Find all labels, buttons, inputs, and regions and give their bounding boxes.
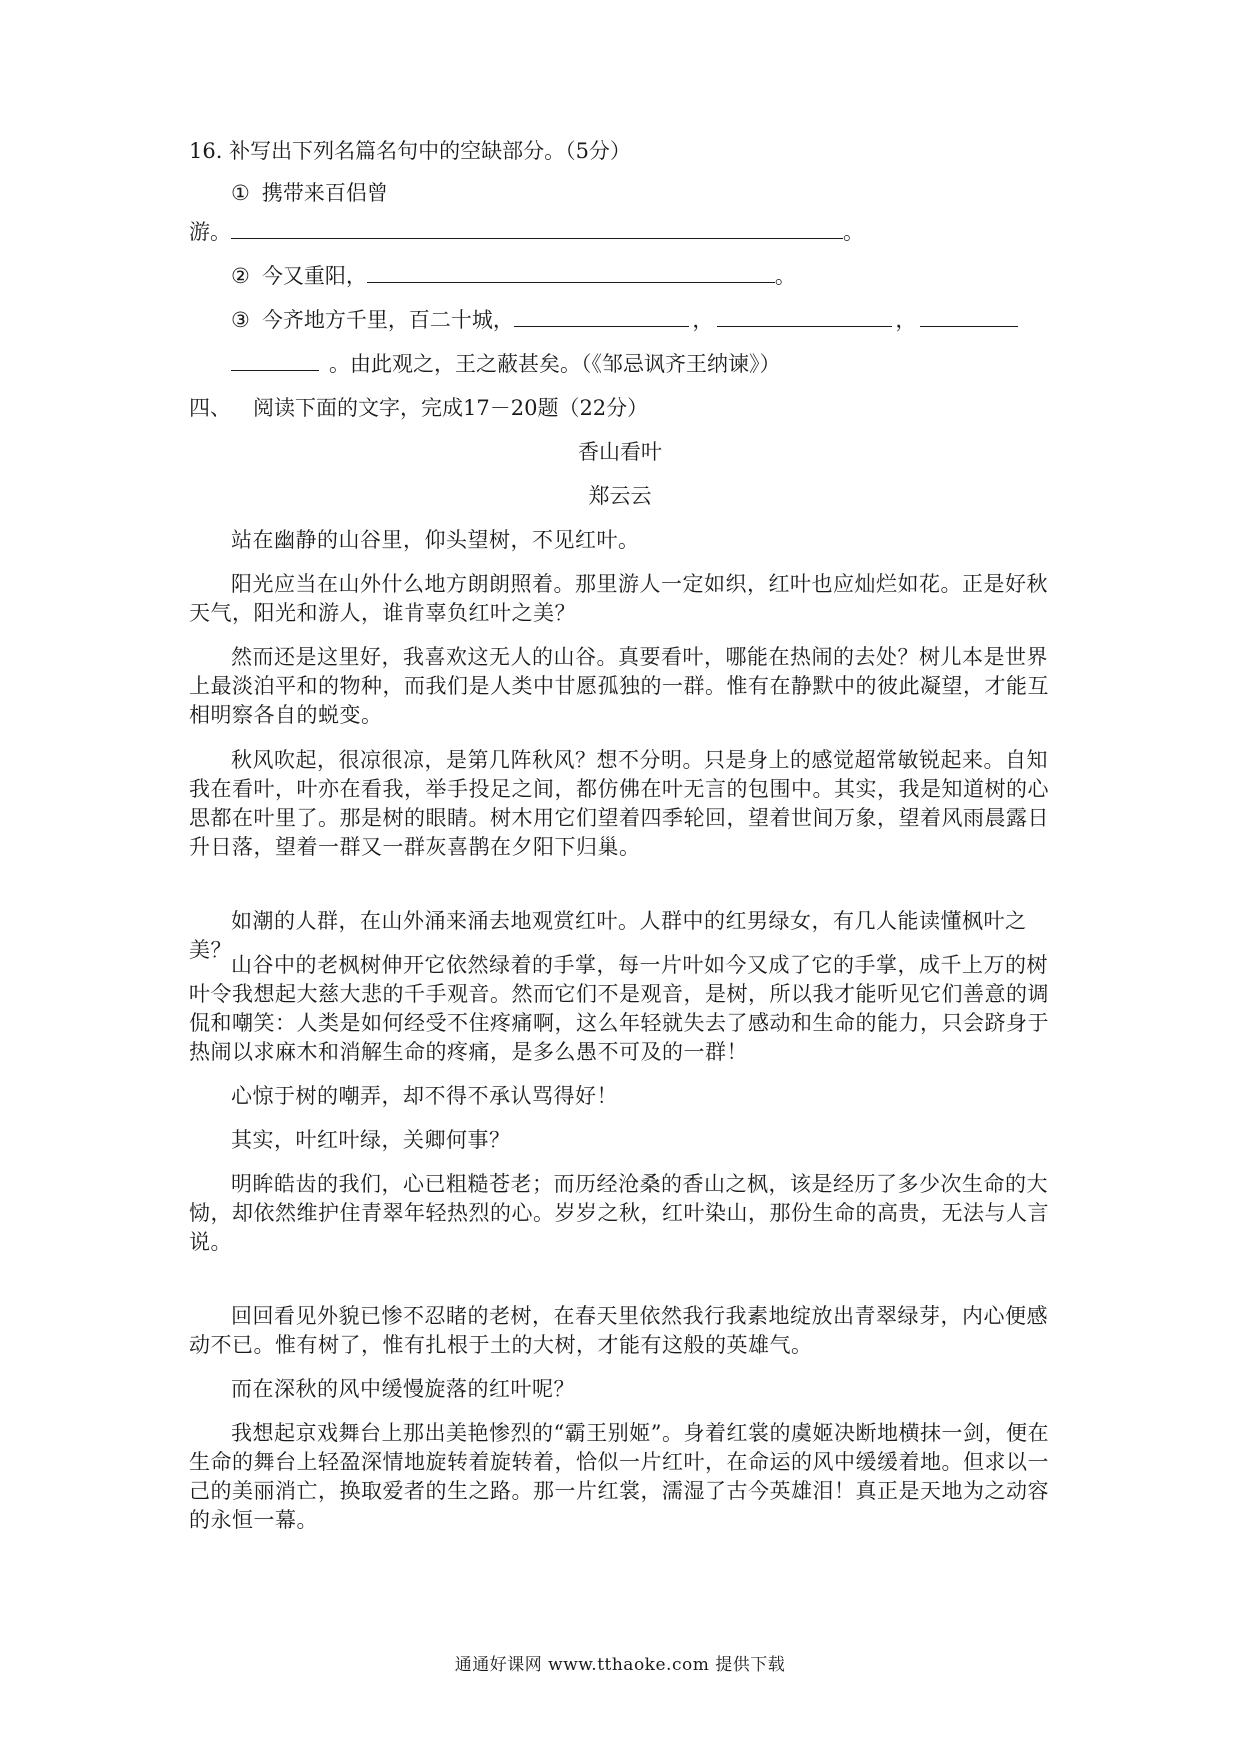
question-16-header: 16. 补写出下列名篇名句中的空缺部分。（5分） — [189, 139, 631, 163]
article-title: 香山看叶 — [578, 440, 662, 464]
item-3-text: 今齐地方千里，百二十城， — [261, 308, 514, 332]
item-3-comma-2: ， — [895, 308, 917, 332]
question-16-item-3 — [231, 306, 1018, 335]
article-paragraph: 山谷中的老枫树伸开它依然绿着的手掌，每一片叶如今又成了它的手掌，成千上万的树叶令我想起大慈大悲的千手观音。然而它们不是观音，是树，所以我才能听见它们善意的调侃和嘲笑：人类是如何经受不住疼痛啊，这么年轻就失去了感动和生命的能力，只会跻身于热闹以求麻木和消解生命的疼痛，是多么愚不可及的一群！ — [189, 953, 1049, 1064]
article-paragraph: 我想起京戏舞台上那出美艳惨烈的“霸王别姬”。身着红裳的虞姬决断地横抹一剑，便在生命的舞台上轻盈深情地旋转着旋转着，恰似一片红叶，在命运的风中缓缓着地。但求以一己的美丽消亡，换取爱者的生之路。那一片红裳，濡湿了古今英雄泪！真正是天地为之动容的永恒一幕。 — [189, 1421, 1049, 1532]
item-3-marker: ③ — [231, 308, 250, 332]
item-2-end: 。 — [774, 264, 796, 288]
article-paragraph: 回回看见外貌已惨不忍睹的老树，在春天里依然我行我素地绽放出青翠绿芽，内心便感动不已。惟有树了，惟有扎根于土的大树，才能有这般的英雄气。 — [189, 1304, 1048, 1357]
article-paragraph: 站在幽静的山谷里，仰头望树，不见红叶。 — [231, 528, 640, 552]
section-4-instruction: 阅读下面的文字，完成17－20题（22分） — [253, 396, 649, 420]
answer-blank-3b[interactable] — [717, 306, 892, 327]
item-3-tail: 。由此观之，王之蔽甚矣。（《邹忌讽齐王纳谏》） — [329, 352, 781, 376]
article-paragraph: 秋风吹起，很凉很凉，是第几阵秋风？想不分明。只是身上的感觉超常敏锐起来。自知我在看叶，叶亦在看我，举手投足之间，都仿佛在叶无言的包围中。其实，我是知道树的心思都在叶里了。那是树的眼睛。树木用它们望着四季轮回，望着世间万象，望着风雨晨露日升日落，望着一群又一群灰喜鹊在夕阳下归巢。 — [189, 748, 1049, 859]
article-paragraph: 其实，叶红叶绿，关卿何事？ — [231, 1128, 511, 1152]
answer-blank-3a[interactable] — [514, 306, 689, 327]
article-paragraph: 心惊于树的嘲弄，却不得不承认骂得好！ — [231, 1084, 618, 1108]
item-3-comma-1: ， — [692, 308, 714, 332]
question-16-item-1 — [231, 179, 388, 208]
answer-blank-3c[interactable] — [920, 306, 1018, 327]
page-footer: 通通好课网 www.tthaoke.com 提供下载 — [454, 1655, 786, 1675]
item-1-marker: ① — [231, 181, 250, 205]
item-2-marker: ② — [231, 264, 250, 288]
answer-blank-3d[interactable] — [231, 350, 319, 371]
question-16-item-3-continuation — [231, 350, 781, 379]
question-16-item-1-continuation — [189, 218, 864, 247]
article-paragraph: 如潮的人群，在山外涌来涌去地观赏红叶。人群中的红男绿女，有几人能读懂枫叶之美？ — [189, 909, 1027, 962]
item-1-end: 。 — [843, 220, 864, 244]
answer-blank-1[interactable] — [231, 218, 843, 239]
item-2-text: 今又重阳， — [261, 264, 367, 288]
item-1-text: 携带来百侣曾 — [261, 181, 388, 205]
article-paragraph: 明眸皓齿的我们，心已粗糙苍老；而历经沧桑的香山之枫，该是经历了多少次生命的大恸，却依然维护住青翠年轻热烈的心。岁岁之秋，红叶染山，那份生命的高贵，无法与人言说。 — [189, 1172, 1049, 1254]
section-4-number: 四、 — [189, 396, 231, 420]
article-paragraph: 阳光应当在山外什么地方朗朗照着。那里游人一定如织，红叶也应灿烂如花。正是好秋天气，阳光和游人，谁肯辜负红叶之美？ — [189, 572, 1048, 625]
section-4-heading — [189, 394, 648, 423]
article-paragraph: 而在深秋的风中缓慢旋落的红叶呢？ — [231, 1377, 575, 1401]
article-author: 郑云云 — [588, 484, 652, 508]
article-paragraph: 然而还是这里好，我喜欢这无人的山谷。真要看叶，哪能在热闹的去处？树儿本是世界上最淡泊平和的物种，而我们是人类中甘愿孤独的一群。惟有在静默中的彼此凝望，才能互相明察各自的蜕变。 — [189, 645, 1049, 727]
question-16-item-2 — [231, 262, 796, 291]
item-1-cont-text: 游。 — [189, 220, 231, 244]
answer-blank-2[interactable] — [367, 262, 775, 283]
